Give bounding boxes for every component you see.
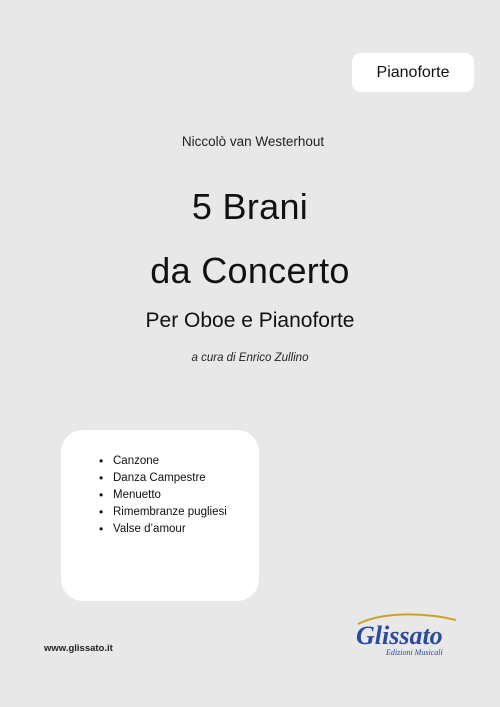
list-item: • Valse d’amour [99,521,227,538]
list-item: • Rimembranze pugliesi [99,504,227,521]
contents-box [61,430,259,601]
glissato-logo-icon [352,610,464,660]
contents-list [99,453,227,538]
website-url: www.glissato.it [44,643,113,654]
part-badge-label: Pianoforte [376,63,450,81]
title-line-2: da Concerto [150,250,350,291]
logo-tagline: Edizioni Musicali [386,648,443,657]
part-badge [352,53,474,92]
list-item: • Danza Campestre [99,470,227,487]
composer-name: Niccolò van Westerhout [181,134,325,149]
editor-credit: a cura di Enrico Zullino [191,352,309,364]
list-item: • Canzone [99,453,227,470]
title-line-1: 5 Brani [191,186,309,227]
logo-wordmark: Glissato [356,621,443,650]
list-item: • Menuetto [99,487,227,504]
subtitle: Per Oboe e Pianoforte [145,309,355,332]
publisher-logo [352,610,464,660]
